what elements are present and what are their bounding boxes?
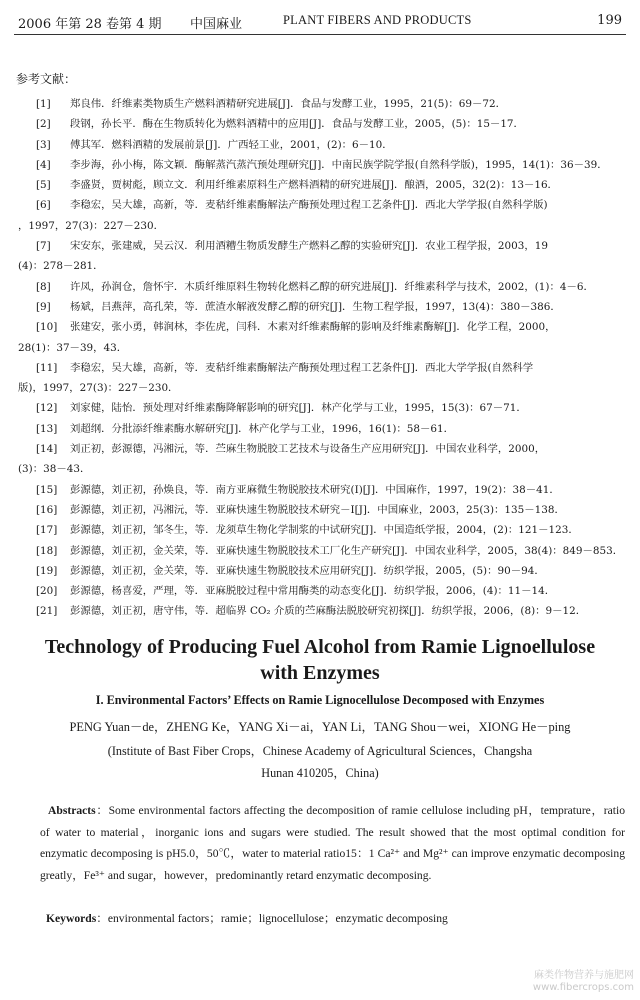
watermark-line-1: 麻类作物营养与施肥网 bbox=[534, 970, 634, 981]
reference-item bbox=[16, 601, 626, 621]
reference-number: [19] bbox=[36, 564, 58, 577]
reference-item bbox=[16, 114, 626, 134]
reference-number: [1] bbox=[36, 98, 51, 110]
reference-number: [13] bbox=[36, 422, 58, 435]
reference-text: 李步海，孙小梅，陈文颖．酶解蒸汽蒸汽预处理研究[J]．中南民族学院学报(自然科学版)，1995，14(1)：36－39． bbox=[70, 158, 608, 171]
reference-number: [20] bbox=[36, 585, 58, 598]
reference-text: 彭源德，杨喜爱，严理，等．亚麻脱胶过程中常用酶类的动态变化[J]．纺织学报，2006，(4)：11－14． bbox=[70, 585, 556, 598]
reference-item bbox=[16, 541, 626, 561]
reference-continuation: ，1997，27(3)：227－230． bbox=[18, 219, 165, 232]
reference-text: 李稳宏，吴大雄，高新，等．麦秸纤维素酶解法产酶预处理过程工艺条件[J]．西北大学学报(自然科学版) bbox=[70, 199, 548, 212]
reference-continuation: 28(1)：37－39，43． bbox=[18, 341, 128, 354]
watermark-line-2: www.fibercrops.com bbox=[532, 982, 634, 993]
reference-text: 张建安，张小勇，韩润林，李佐虎，闫科．木素对纤维素酶解的影响及纤维素酶解[J]．化学工程，2000， bbox=[70, 321, 556, 334]
watermark bbox=[533, 970, 634, 994]
abstract bbox=[40, 800, 625, 886]
keywords-label: Keywords bbox=[46, 912, 97, 925]
reference-number: [9] bbox=[36, 300, 51, 313]
reference-item bbox=[16, 297, 626, 317]
reference-text: 宋安东，张建威，吴云汉．利用酒糟生物质发酵生产燃料乙醇的实验研究[J]．农业工程学报，2003，19 bbox=[70, 240, 548, 253]
journal-name-cn: 中国麻业 bbox=[190, 17, 243, 32]
reference-text: 彭源德，刘正初，冯湘沅，等．亚麻快速生物脱胶技术研究－Ⅰ[J]．中国麻业，2003，25(3)：135－138． bbox=[70, 503, 565, 516]
reference-item bbox=[16, 236, 626, 256]
reference-text: 彭源德，刘正初，金关荣，等．亚麻快速生物脱胶技术工厂化生产研究[J]．中国农业科学，2005，38(4)：849－853． bbox=[70, 544, 624, 557]
journal-name-en: PLANT FIBERS AND PRODUCTS bbox=[283, 13, 472, 27]
keywords-separator: ： bbox=[96, 912, 108, 925]
reference-item bbox=[16, 561, 626, 581]
reference-text: 彭源德，刘正初，邹冬生，等．龙须草生物化学制浆的中试研究[J]．中国造纸学报，2004，(2)：121－123． bbox=[70, 524, 579, 537]
reference-text: 刘正初，彭源德，冯湘沅，等．苎麻生物脱胶工艺技术与设备生产应用研究[J]．中国农业科学，2000， bbox=[70, 443, 546, 456]
article-subtitle: I. Environmental Factors’ Effects on Ramie Lignocellulose Decomposed with Enzymes bbox=[95, 693, 545, 707]
reference-item bbox=[16, 500, 626, 520]
reference-text: 傅其军．燃料酒精的发展前景[J]．广西轻工业，2001，(2)：6－10． bbox=[70, 138, 393, 151]
abstract-text: Some environmental factors affecting the decomposition of ramie cellulose including pH，temprature，ratio of water to material，inorganic ions and sugars were studied. The result showed that the most optimal condition for enzymatic decomposing is pH5.0，50℃，water to material ratio15：1 Ca²⁺ and Mg²⁺ can improve enzymatic decomposing greatly，Fe³⁺ and sugar，however，predominantly retard enzymatic decomposing. bbox=[40, 804, 625, 882]
running-header bbox=[18, 10, 622, 32]
references-heading: 参考文献： bbox=[16, 72, 77, 86]
title-line-1: Technology of Producing Fuel Alcohol from Ramie Lignoellulose bbox=[44, 636, 596, 658]
reference-number: [7] bbox=[36, 240, 51, 253]
reference-item bbox=[16, 317, 626, 337]
reference-number: [16] bbox=[36, 503, 58, 516]
reference-item bbox=[16, 358, 626, 378]
reference-item bbox=[16, 155, 626, 175]
affiliation bbox=[14, 740, 626, 784]
reference-item bbox=[16, 439, 626, 459]
reference-text: 彭源德，刘正初，孙焕良，等．南方亚麻微生物脱胶技术研究(Ⅰ)[J]．中国麻作，1997，19(2)：38－41． bbox=[70, 483, 560, 496]
reference-item bbox=[16, 175, 626, 195]
reference-text: 李稳宏，吴大雄，高新，等．麦秸纤维素酶解法产酶预处理过程工艺条件[J]．西北大学学报(自然科学 bbox=[70, 361, 534, 374]
title-line-2: with Enzymes bbox=[260, 662, 380, 684]
reference-text: 刘家健，陆怡．预处理对纤维素酶降解影响的研究[J]．林产化学与工业，1995，15(3)：67－71． bbox=[70, 402, 527, 415]
reference-number: [17] bbox=[36, 524, 58, 537]
reference-item bbox=[16, 398, 626, 418]
reference-text: 李盛贤，贾树彪，顾立文．利用纤维素原料生产燃料酒精的研究进展[J]．酿酒，2005，32(2)：13－16． bbox=[70, 179, 558, 192]
reference-number: [14] bbox=[36, 443, 58, 456]
affiliation-line-1: (Institute of Bast Fiber Crops，Chinese Academy of Agricultural Sciences，Changsha bbox=[107, 744, 533, 758]
reference-number: [10] bbox=[36, 321, 58, 334]
issue-info: 2006 年第 28 卷第 4 期 bbox=[18, 17, 162, 32]
abstract-separator: ： bbox=[95, 804, 109, 817]
reference-continuation: (3)：38－43． bbox=[18, 463, 91, 476]
keywords bbox=[46, 910, 626, 926]
reference-number: [12] bbox=[36, 402, 58, 415]
reference-item bbox=[16, 277, 626, 297]
abstract-label: Abstracts bbox=[48, 804, 96, 817]
reference-number: [18] bbox=[36, 544, 58, 557]
reference-number: [6] bbox=[36, 199, 51, 212]
header-rule bbox=[14, 34, 626, 35]
reference-item bbox=[16, 480, 626, 500]
reference-text: 彭源德，刘正初，唐守伟，等．超临界 CO₂ 介质的苎麻酶法脱胶研究初探[J]．纺织学报，2006，(8)：9－12． bbox=[70, 605, 587, 618]
reference-text: 刘超纲．分批添纤维素酶水解研究[J]．林产化学与工业，1996，16(1)：58－61． bbox=[70, 422, 455, 435]
page-number: 199 bbox=[597, 13, 622, 28]
reference-continuation: 版)，1997，27(3)：227－230． bbox=[18, 382, 179, 395]
author-list: PENG Yuan－de，ZHENG Ke，YANG Xi－ai，YAN Li，TANG Shou－wei，XIONG He－ping bbox=[69, 720, 571, 734]
reference-text: 杨斌，吕燕萍，高孔荣，等．蔗渣水解液发酵乙醇的研究[J]．生物工程学报，1997，13(4)：380－386． bbox=[70, 300, 561, 313]
article-title bbox=[14, 634, 626, 686]
reference-item bbox=[16, 135, 626, 155]
reference-list bbox=[16, 94, 626, 622]
reference-text: 段钢，孙长平．酶在生物质转化为燃料酒精中的应用[J]．食品与发酵工业，2005，(5)：15－17． bbox=[70, 118, 524, 131]
reference-number: [3] bbox=[36, 138, 51, 151]
reference-text: 彭源德，刘正初，金关荣，等．亚麻快速生物脱胶技术应用研究[J]．纺织学报，2005，(5)：90－94． bbox=[70, 564, 545, 577]
reference-item bbox=[16, 419, 626, 439]
reference-item bbox=[16, 94, 626, 114]
reference-text: 郑良伟．纤维素类物质生产燃料酒精研究进展[J]．食品与发酵工业，1995，21(5)：69－72． bbox=[70, 98, 506, 110]
reference-number: [2] bbox=[36, 118, 51, 131]
reference-item bbox=[16, 195, 626, 215]
reference-text: 许凤，孙润仓，詹怀宇．木质纤维原料生物转化燃料乙醇的研究进展[J]．纤维素科学与技术，2002，(1)：4－6． bbox=[70, 280, 594, 293]
reference-number: [21] bbox=[36, 605, 58, 618]
reference-number: [8] bbox=[36, 280, 51, 293]
reference-item bbox=[16, 520, 626, 540]
reference-item bbox=[16, 581, 626, 601]
reference-number: [5] bbox=[36, 179, 51, 192]
affiliation-line-2: Hunan 410205，China) bbox=[261, 766, 379, 780]
reference-number: [4] bbox=[36, 158, 51, 171]
reference-number: [15] bbox=[36, 483, 58, 496]
reference-continuation: (4)：278－281． bbox=[18, 260, 104, 273]
keywords-text: environmental factors；ramie；lignocellulose；enzymatic decomposing bbox=[107, 912, 448, 925]
reference-number: [11] bbox=[36, 361, 58, 374]
